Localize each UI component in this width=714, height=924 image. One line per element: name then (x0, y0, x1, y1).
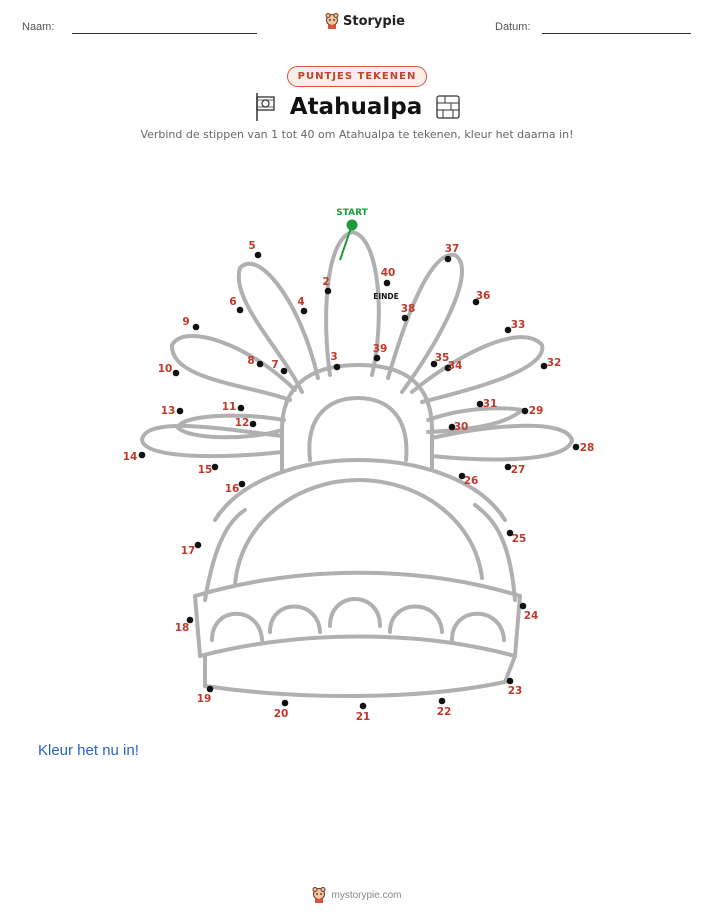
dot-15 (212, 464, 219, 471)
name-label: Naam: (22, 21, 55, 33)
dot-number-40: 40 (380, 267, 396, 279)
dot-number-37: 37 (444, 243, 460, 255)
dot-10 (173, 370, 180, 377)
dot-17 (195, 542, 202, 549)
dot-number-29: 29 (528, 405, 544, 417)
brand-name: Storypie (343, 13, 405, 29)
start-label: START (336, 208, 368, 218)
dot-number-2: 2 (322, 276, 330, 288)
start-dot (347, 220, 358, 231)
dot-number-39: 39 (372, 343, 388, 355)
dot-16 (239, 481, 246, 488)
dot-2 (325, 288, 332, 295)
dot-number-3: 3 (330, 351, 338, 363)
dot-28 (573, 444, 580, 451)
dot-20 (282, 700, 289, 707)
dot-number-27: 27 (510, 464, 526, 476)
dot-number-21: 21 (355, 711, 371, 723)
dot-number-25: 25 (511, 533, 527, 545)
dot-number-6: 6 (229, 296, 237, 308)
dot-19 (207, 686, 214, 693)
dot-number-8: 8 (247, 355, 255, 367)
dot-number-7: 7 (271, 359, 279, 371)
dot-number-5: 5 (248, 240, 256, 252)
dot-number-18: 18 (174, 622, 190, 634)
dot-number-31: 31 (482, 398, 498, 410)
dot-8 (257, 361, 264, 368)
dot-24 (520, 603, 527, 610)
dot-29 (522, 408, 529, 415)
dot-21 (360, 703, 367, 710)
dot-3 (334, 364, 341, 371)
activity-badge: PUNTJES TEKENEN (287, 66, 428, 87)
dot-number-35: 35 (434, 352, 450, 364)
dot-number-12: 12 (234, 417, 250, 429)
dot-number-13: 13 (160, 405, 176, 417)
dot-39 (374, 355, 381, 362)
dot-11 (238, 405, 245, 412)
dot-number-34: 34 (447, 360, 463, 372)
dot-37 (445, 256, 452, 263)
dot-38 (402, 315, 409, 322)
dot-23 (507, 678, 514, 685)
dot-number-11: 11 (221, 401, 237, 413)
date-label: Datum: (495, 21, 531, 33)
dot-number-26: 26 (463, 475, 479, 487)
dot-number-10: 10 (157, 363, 173, 375)
dot-13 (177, 408, 184, 415)
instructions: Verbind de stippen van 1 tot 40 om Atahualpa te tekenen, kleur het daarna in! (140, 128, 574, 141)
dot-number-23: 23 (507, 685, 523, 697)
dot-7 (281, 368, 288, 375)
dot-number-14: 14 (122, 451, 138, 463)
dot-4 (301, 308, 308, 315)
dot-number-19: 19 (196, 693, 212, 705)
dot-number-20: 20 (273, 708, 289, 720)
dot-number-33: 33 (510, 319, 526, 331)
dot-number-36: 36 (475, 290, 491, 302)
dot-number-15: 15 (197, 464, 213, 476)
dot-22 (439, 698, 446, 705)
dot-number-9: 9 (182, 316, 190, 328)
dot-number-17: 17 (180, 545, 196, 557)
dot-number-4: 4 (297, 296, 305, 308)
dot-number-28: 28 (579, 442, 595, 454)
storypie-mascot-icon-footer (312, 887, 326, 903)
dot-number-38: 38 (400, 303, 416, 315)
dot-40 (384, 280, 391, 287)
end-label: EINDE (373, 292, 399, 301)
dot-number-32: 32 (546, 357, 562, 369)
dot-12 (250, 421, 257, 428)
dot-6 (237, 307, 244, 314)
page-title: Atahualpa (289, 94, 423, 120)
color-prompt: Kleur het nu in! (38, 742, 139, 759)
dot-number-16: 16 (224, 483, 240, 495)
dot-number-30: 30 (453, 421, 469, 433)
dot-number-22: 22 (436, 706, 452, 718)
footer-url[interactable]: mystorypie.com (331, 889, 402, 901)
dot-number-24: 24 (523, 610, 539, 622)
dot-5 (255, 252, 262, 259)
dot-9 (193, 324, 200, 331)
dot-14 (139, 452, 146, 459)
